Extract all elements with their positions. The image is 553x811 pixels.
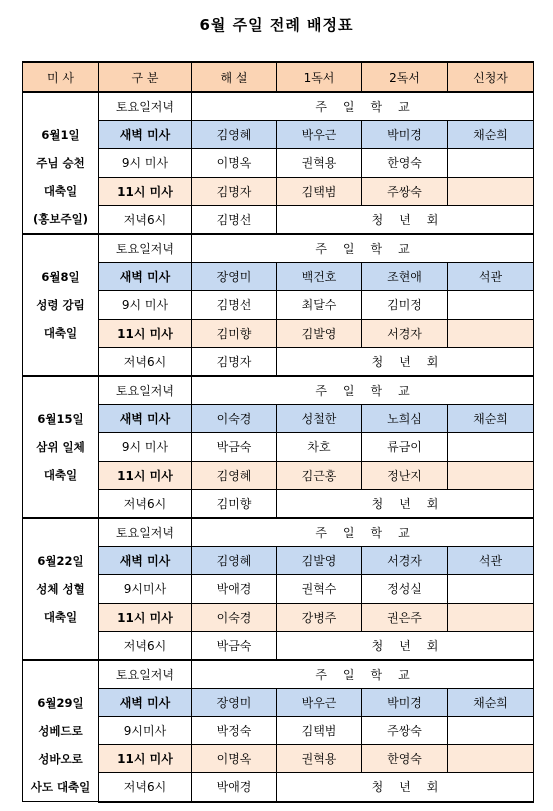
header-reading-2: 2독서: [362, 62, 448, 92]
reading2-name: 정난지: [362, 461, 448, 489]
mass-label: [23, 234, 99, 376]
applicant-name: 채순희: [448, 121, 534, 149]
mass-label-line: 성체 성혈: [36, 582, 85, 596]
table-row: [23, 319, 534, 347]
reading1-name: 권혁수: [277, 575, 362, 603]
mass-type: 11시 미사: [99, 745, 192, 773]
table-row: [23, 547, 534, 575]
reading1-name: 김택범: [277, 717, 362, 745]
reading1-name: 김발영: [277, 547, 362, 575]
table-row: [23, 489, 534, 518]
merged-group: 주일학교: [192, 518, 534, 547]
applicant-name: [448, 575, 534, 603]
table-row: [23, 177, 534, 205]
commentary-name: 이숙경: [192, 405, 277, 433]
mass-label-line: [23, 93, 98, 121]
commentary-name: 박정숙: [192, 717, 277, 745]
merged-group: 청년회: [277, 773, 534, 802]
mass-type: 11시 미사: [99, 461, 192, 489]
table-row: [23, 717, 534, 745]
reading1-name: 박우근: [277, 689, 362, 717]
mass-type: 9시 미사: [99, 433, 192, 461]
mass-label-line: [23, 661, 98, 689]
merged-group: 주일학교: [192, 92, 534, 121]
mass-label-line: 삼위 일체: [36, 440, 85, 454]
mass-type: 11시 미사: [99, 177, 192, 205]
mass-type: 저녁6시: [99, 631, 192, 660]
table-row: [23, 291, 534, 319]
mass-type: 새벽 미사: [99, 405, 192, 433]
commentary-name: 김영혜: [192, 547, 277, 575]
mass-type: 9시미사: [99, 717, 192, 745]
reading1-name: 권혁용: [277, 149, 362, 177]
mass-label-line: [23, 631, 98, 659]
mass-label-line: 대축일: [43, 468, 78, 482]
table-row: [23, 234, 534, 263]
commentary-name: 김영혜: [192, 121, 277, 149]
mass-label-line: [23, 519, 98, 547]
mass-type: 저녁6시: [99, 489, 192, 518]
applicant-name: 채순희: [448, 689, 534, 717]
mass-label-line: 대축일: [43, 184, 78, 198]
reading1-name: 김택범: [277, 177, 362, 205]
merged-group: 청년회: [277, 347, 534, 376]
applicant-name: [448, 461, 534, 489]
applicant-name: [448, 717, 534, 745]
commentary-name: 김명선: [192, 291, 277, 319]
reading2-name: 박미경: [362, 689, 448, 717]
merged-group: 청년회: [277, 631, 534, 660]
table-row: [23, 205, 534, 234]
commentary-name: 김명자: [192, 177, 277, 205]
table-row: [23, 689, 534, 717]
reading1-name: 강병주: [277, 603, 362, 631]
merged-group: 청년회: [277, 205, 534, 234]
reading2-name: 주쌍숙: [362, 177, 448, 205]
applicant-name: [448, 603, 534, 631]
reading2-name: 박미경: [362, 121, 448, 149]
commentary-name: 이명옥: [192, 149, 277, 177]
mass-label-line: 성베드로: [38, 724, 83, 738]
mass-type: 토요일저녁: [99, 518, 192, 547]
table-row: [23, 376, 534, 405]
table-row: [23, 518, 534, 547]
mass-type: 9시 미사: [99, 291, 192, 319]
commentary-name: 장영미: [192, 263, 277, 291]
table-row: [23, 745, 534, 773]
reading1-name: 김근홍: [277, 461, 362, 489]
table-row: [23, 263, 534, 291]
applicant-name: [448, 433, 534, 461]
applicant-name: [448, 149, 534, 177]
commentary-name: 김명선: [192, 205, 277, 234]
reading2-name: 권은주: [362, 603, 448, 631]
reading2-name: 서경자: [362, 319, 448, 347]
table-row: [23, 149, 534, 177]
table-row: [23, 405, 534, 433]
mass-label: [23, 376, 99, 518]
mass-type: 9시미사: [99, 575, 192, 603]
table-row: [23, 121, 534, 149]
mass-label-line: [23, 347, 98, 375]
reading1-name: 백건호: [277, 263, 362, 291]
commentary-name: 박금숙: [192, 433, 277, 461]
mass-label-line: (홍보주일): [33, 212, 88, 226]
mass-type: 저녁6시: [99, 205, 192, 234]
mass-label-line: [23, 489, 98, 517]
mass-label-line: 대축일: [43, 326, 78, 340]
mass-type: 새벽 미사: [99, 121, 192, 149]
mass-type: 11시 미사: [99, 319, 192, 347]
applicant-name: [448, 745, 534, 773]
mass-type: 토요일저녁: [99, 92, 192, 121]
reading2-name: 조현애: [362, 263, 448, 291]
mass-label: [23, 92, 99, 234]
merged-group: 주일학교: [192, 234, 534, 263]
mass-label-line: 6월8일: [41, 270, 80, 284]
mass-type: 새벽 미사: [99, 689, 192, 717]
mass-type: 저녁6시: [99, 773, 192, 802]
table-row: [23, 461, 534, 489]
commentary-name: 김영혜: [192, 461, 277, 489]
reading2-name: 노희심: [362, 405, 448, 433]
mass-type: 토요일저녁: [99, 660, 192, 689]
mass-type: 9시 미사: [99, 149, 192, 177]
mass-label-line: 6월22일: [37, 554, 84, 568]
reading1-name: 권혁용: [277, 745, 362, 773]
applicant-name: 석관: [448, 547, 534, 575]
applicant-name: 채순희: [448, 405, 534, 433]
header-mass: 미 사: [23, 62, 99, 92]
table-row: [23, 603, 534, 631]
mass-type: 저녁6시: [99, 347, 192, 376]
merged-group: 청년회: [277, 489, 534, 518]
reading2-name: 한영숙: [362, 149, 448, 177]
applicant-name: [448, 291, 534, 319]
commentary-name: 박애경: [192, 575, 277, 603]
header-applicant: 신청자: [448, 62, 534, 92]
table-row: [23, 92, 534, 121]
commentary-name: 김미향: [192, 319, 277, 347]
mass-label-line: [23, 235, 98, 263]
commentary-name: 박금숙: [192, 631, 277, 660]
applicant-name: [448, 177, 534, 205]
reading2-name: 김미정: [362, 291, 448, 319]
mass-label-line: 사도 대축일: [30, 780, 91, 794]
header-row: [23, 62, 534, 92]
header-category: 구 분: [99, 62, 192, 92]
reading1-name: 김발영: [277, 319, 362, 347]
commentary-name: 이명옥: [192, 745, 277, 773]
mass-type: 토요일저녁: [99, 234, 192, 263]
mass-type: 토요일저녁: [99, 376, 192, 405]
table-row: [23, 773, 534, 802]
reading1-name: 차호: [277, 433, 362, 461]
header-commentary: 해 설: [192, 62, 277, 92]
applicant-name: [448, 319, 534, 347]
commentary-name: 김미향: [192, 489, 277, 518]
table-row: [23, 660, 534, 689]
reading1-name: 최달수: [277, 291, 362, 319]
mass-label-line: 성바오로: [38, 752, 83, 766]
mass-label-line: 대축일: [43, 610, 78, 624]
mass-label-line: 6월29일: [37, 696, 84, 710]
mass-label-line: 성령 강림: [36, 298, 85, 312]
reading2-name: 서경자: [362, 547, 448, 575]
table-row: [23, 631, 534, 660]
commentary-name: 이숙경: [192, 603, 277, 631]
reading2-name: 류금이: [362, 433, 448, 461]
merged-group: 주일학교: [192, 376, 534, 405]
reading2-name: 주쌍숙: [362, 717, 448, 745]
table-row: [23, 575, 534, 603]
mass-type: 11시 미사: [99, 603, 192, 631]
header-reading-1: 1독서: [277, 62, 362, 92]
commentary-name: 장영미: [192, 689, 277, 717]
mass-label: [23, 518, 99, 660]
mass-label-line: 주님 승천: [36, 156, 85, 170]
applicant-name: 석관: [448, 263, 534, 291]
commentary-name: 김명자: [192, 347, 277, 376]
mass-label-line: 6월1일: [41, 128, 80, 142]
merged-group: 주일학교: [192, 660, 534, 689]
schedule-body: [23, 92, 534, 802]
reading2-name: 정성실: [362, 575, 448, 603]
table-row: [23, 433, 534, 461]
mass-label-line: [23, 377, 98, 405]
commentary-name: 박애경: [192, 773, 277, 802]
mass-type: 새벽 미사: [99, 263, 192, 291]
mass-type: 새벽 미사: [99, 547, 192, 575]
schedule-table: [22, 61, 534, 803]
mass-label-line: 6월15일: [37, 412, 84, 426]
mass-label: [23, 660, 99, 802]
reading1-name: 박우근: [277, 121, 362, 149]
page-title: 6월 주일 전례 배정표: [199, 16, 354, 34]
reading2-name: 한영숙: [362, 745, 448, 773]
table-row: [23, 347, 534, 376]
reading1-name: 성철한: [277, 405, 362, 433]
